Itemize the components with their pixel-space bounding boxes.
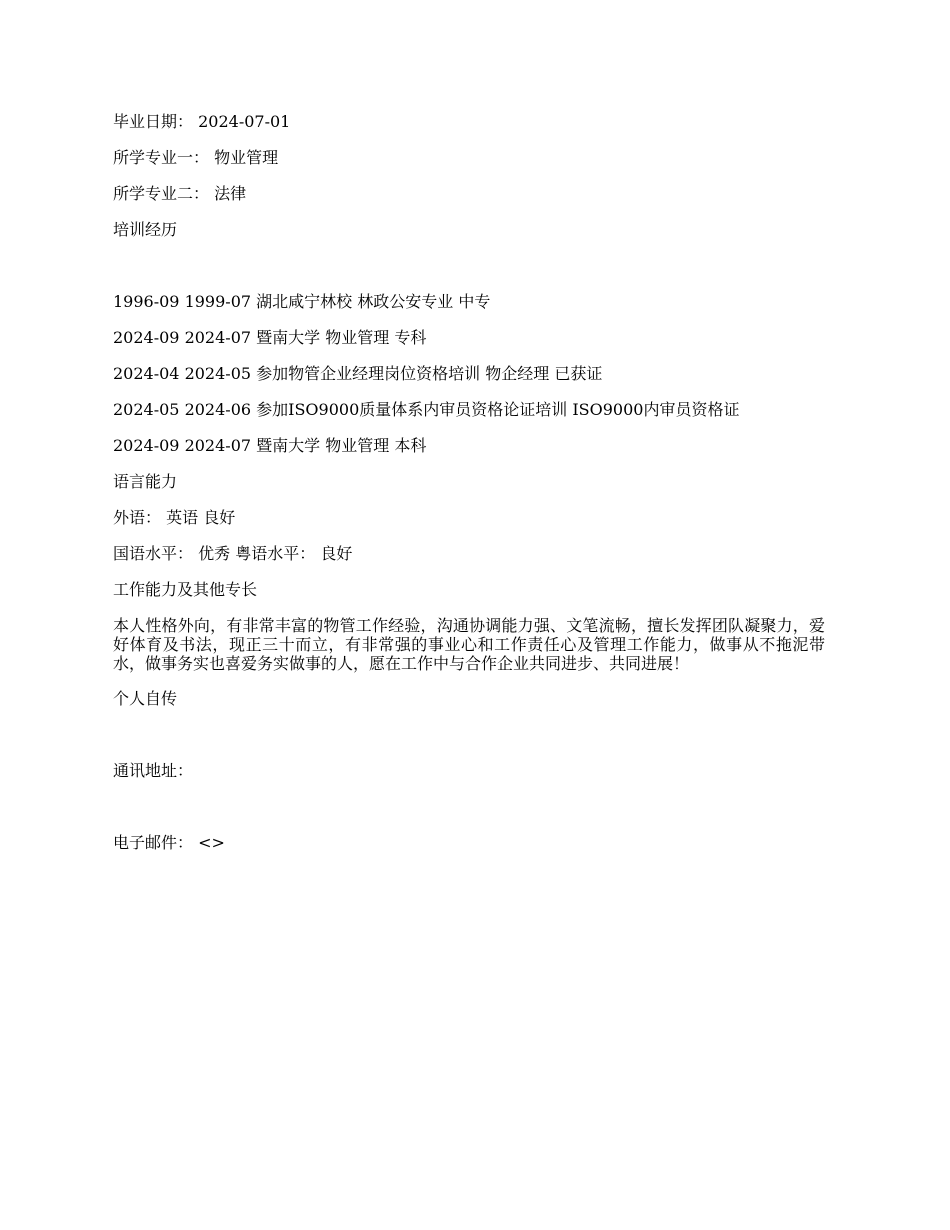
training-item: 2024-04 2024-05 参加物管企业经理岗位资格培训 物企经理 已获证	[113, 364, 603, 383]
major-two-value: 法律	[214, 184, 247, 203]
foreign-language-row	[113, 508, 843, 528]
address-row	[113, 761, 843, 781]
major-one-label: 所学专业一：	[113, 148, 210, 167]
graduation-date-label: 毕业日期：	[113, 112, 194, 131]
bio-heading: 个人自传	[113, 689, 178, 708]
cantonese-label: 粤语水平：	[235, 544, 316, 563]
email-label: 电子邮件：	[113, 833, 194, 852]
major-two-row	[113, 184, 843, 204]
skills-paragraph: 本人性格外向，有非常丰富的物管工作经验，沟通协调能力强、文笔流畅，擅长发挥团队凝聚力，爱好体育及书法，现正三十而立，有非常强的事业心和工作责任心及管理工作能力，做事从不拖泥带水，做事务实也喜爱务实做事的人，愿在工作中与合作企业共同进步、共同进展！	[113, 616, 825, 673]
graduation-date-value: 2024-07-01	[198, 112, 291, 131]
skills-heading: 工作能力及其他专长	[113, 580, 258, 599]
foreign-language-value: 英语 良好	[166, 508, 236, 527]
address-label: 通讯地址：	[113, 761, 194, 780]
mandarin-label: 国语水平：	[113, 544, 194, 563]
cantonese-value: 良好	[320, 544, 353, 563]
foreign-language-label: 外语：	[113, 508, 162, 527]
language-heading: 语言能力	[113, 472, 178, 491]
dialect-row	[113, 544, 843, 564]
email-row	[113, 833, 843, 853]
mandarin-value: 优秀	[198, 544, 231, 563]
training-item: 2024-09 2024-07 暨南大学 物业管理 本科	[113, 436, 427, 455]
training-item: 1996-09 1999-07 湖北咸宁林校 林政公安专业 中专	[113, 292, 491, 311]
graduation-date-row	[113, 112, 843, 132]
training-item: 2024-05 2024-06 参加ISO9000质量体系内审员资格论证培训 ISO9000内审员资格证	[113, 400, 740, 419]
major-one-row	[113, 148, 843, 168]
resume-document	[113, 112, 843, 869]
major-one-value: 物业管理	[214, 148, 279, 167]
training-heading: 培训经历	[113, 220, 178, 239]
training-item: 2024-09 2024-07 暨南大学 物业管理 专科	[113, 328, 427, 347]
major-two-label: 所学专业二：	[113, 184, 210, 203]
email-value: <>	[198, 833, 225, 852]
